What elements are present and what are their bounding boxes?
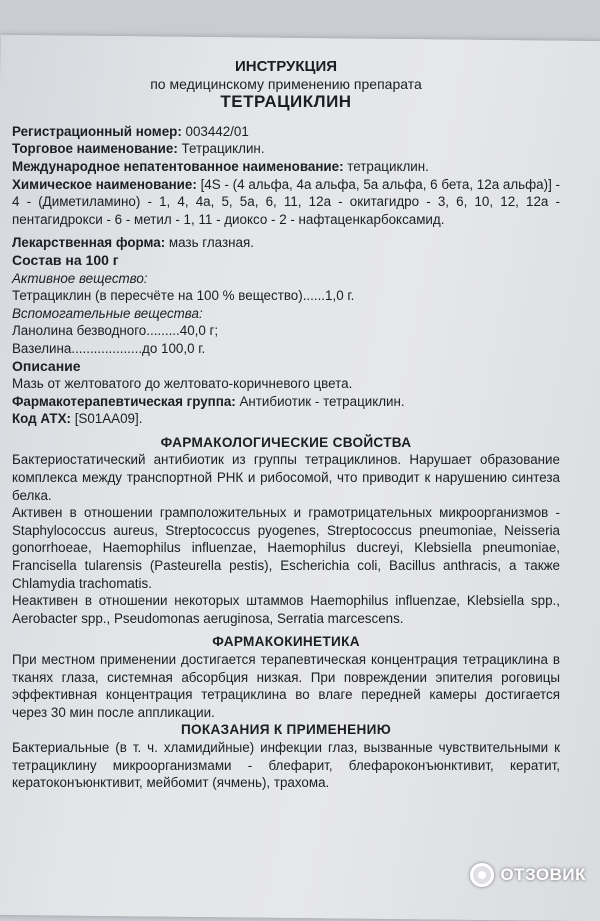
- indications-heading: ПОКАЗАНИЯ К ПРИМЕНЕНИЮ: [180, 722, 392, 738]
- pharmacology-p3: Неактивен в отношении некоторых штаммов Haemophilus influenzae, Klebsiella spp., Aerobacter spp., Pseudomonas aeruginosa, Serratia marcescens.: [12, 593, 560, 626]
- pharmacology-p2: Активен в отношении грамположительных и грамотрицательных микроорганизмов - Staphylococcus aureus, Streptococcus pyogenes, Streptococcus pneumoniae, Neisseria gonorrhoeae, Haemophilus influenzae, Haemophilus ducreyi, Klebsiella pneumoniae, Francisella tularensis (Pasteurella pestis), Escherichia coli, Bacillus anthracis, а также Chlamydia trachomatis.: [12, 505, 560, 591]
- chemical-name: [12, 176, 560, 229]
- excipients-label: Вспомогательные вещества:: [12, 305, 203, 321]
- reg-label: Регистрационный номер:: [12, 123, 182, 139]
- pharmacokinetics-heading: ФАРМАКОКИНЕТИКА: [212, 634, 360, 650]
- otzovik-logo-icon: [470, 863, 494, 887]
- atc-label: Код АТХ:: [12, 411, 71, 427]
- doc-title: ИНСТРУКЦИЯ: [234, 58, 338, 75]
- atc-value: [S01AA09].: [70, 411, 143, 427]
- doc-subtitle: по медицинскому применению препарата: [150, 75, 422, 92]
- inn-value: тетрациклин.: [343, 158, 429, 174]
- excipient-vaseline: Вазелина...................до 100,0 г.: [12, 340, 206, 356]
- description-heading: Описание: [12, 357, 81, 374]
- trade-value: Тетрациклин.: [177, 141, 265, 157]
- description-text: Мазь от желтоватого до желтовато-коричневого цвета.: [12, 376, 353, 392]
- indications-p1: Бактериальные (в т. ч. хламидийные) инфекции глаз, вызванные чувствительными к тетрациклину микроорганизмами - блефарит, блефароконъюнктивит, кератит, кератоконъюнктивит, мейбомит (ячмень), трахома.: [12, 739, 560, 791]
- trade-label: Торговое наименование:: [12, 141, 178, 157]
- pharmacology-p1: Бактериостатический антибиотик из группы тетрациклинов. Нарушает образование комплекса между транспортной РНК и рибосомой, что приводит к нарушению синтеза белка.: [12, 452, 560, 503]
- trade-name: [12, 140, 560, 158]
- chem-label: Химическое наименование:: [12, 176, 197, 192]
- reg-number: [12, 123, 560, 141]
- composition-heading: Состав на 100 г: [12, 251, 119, 268]
- active-substance-line: Тетрациклин (в пересчёте на 100 % вещество)......1,0 г.: [12, 288, 355, 304]
- excipient-lanolin: Ланолина безводного.........40,0 г;: [12, 323, 219, 339]
- pharmacology-heading: ФАРМАКОЛОГИЧЕСКИЕ СВОЙСТВА: [160, 434, 412, 450]
- pharmacokinetics-p1: При местном применении достигается терапевтическая концентрация тетрациклина в тканях глаза, системная абсорбция низкая. При повреждении эпителия роговицы эффективная концентрация тетрациклина во влаге передней камеры достигается через 30 мин после аппликации.: [12, 652, 560, 720]
- form-label: Лекарственная форма:: [12, 235, 166, 251]
- form-value: мазь глазная.: [165, 235, 254, 251]
- inn-name: [12, 158, 560, 176]
- inn-label: Международное непатентованное наименование:: [12, 158, 344, 174]
- atc-code: [12, 410, 560, 428]
- active-substance-label: Активное вещество:: [12, 270, 148, 286]
- watermark-text: ОТЗОВИК: [500, 865, 586, 884]
- dosage-form: [12, 234, 560, 252]
- reg-value: 003442/01: [181, 123, 249, 139]
- chem-value: [4S - (4 альфа, 4а альфа, 5а альфа, 6 бета, 12а альфа)] - 4 - (Диметиламино) - 1, 4, 4а, 5, 5а, 6, 11, 12а - окитагидро - 3, 6, 10, 12, 12а - пентагидрокси - 6 - метил - 1, 11 - диоксо - 2 - нафтаценкарбоксамид.: [12, 176, 561, 227]
- drug-name: ТЕТРАЦИКЛИН: [220, 92, 352, 112]
- document-body: [12, 58, 560, 792]
- pharm-group-label: Фармакотерапевтическая группа:: [12, 393, 236, 409]
- otzovik-watermark: [470, 863, 586, 887]
- pharm-group-value: Антибиотик - тетрациклин.: [235, 393, 405, 409]
- pharm-group: [12, 393, 560, 411]
